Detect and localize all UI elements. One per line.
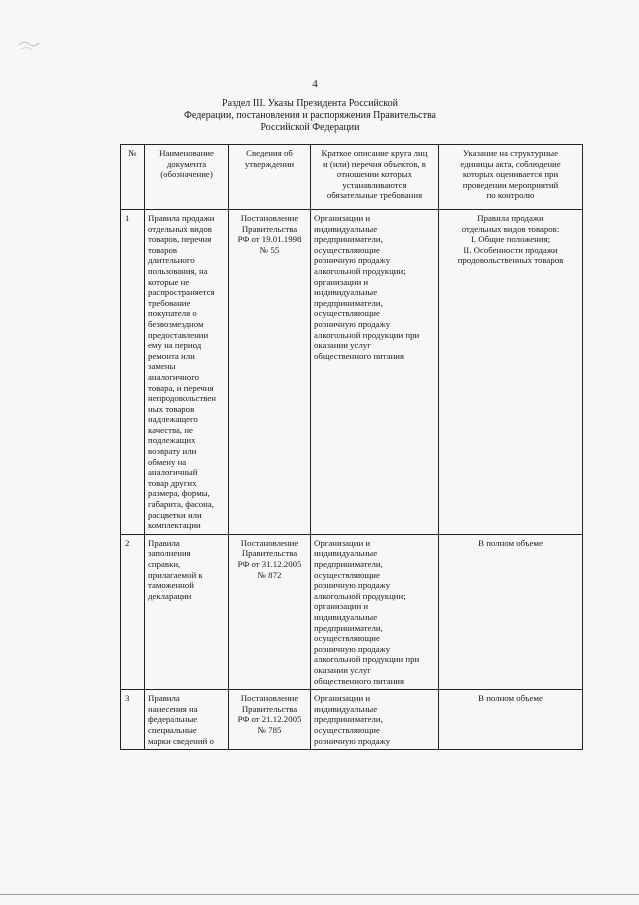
table-row <box>121 534 583 689</box>
section-heading-line: Федерации, постановления и распоряжения Правительства <box>184 110 436 121</box>
structural-units-cell <box>439 534 583 689</box>
requirements-table <box>120 144 583 750</box>
document-title: Правила продажи отдельных видов товаров, перечня товаров длительного пользования, на которые не распространяется требование покупателя о безвозмездном предоставлении ему на период ремонта или замены аналогичного товара, и перечня непродовольствен ных товаров надлежащего качества, не подлежащих возврату или обмену на аналогичный товар других размера, формы, габарита, фасона, расцветки или комплектации <box>145 210 229 535</box>
objects-description: Организации и индивидуальные предприниматели, осуществляющие розничную продажу <box>311 690 439 750</box>
document-title: Правила заполнения справки, прилагаемой к таможенной декларации <box>145 534 229 689</box>
header-approval-info: Сведения об утверждении <box>229 145 311 210</box>
document-title: Правила нанесения на федеральные специальные марки сведений о <box>145 690 229 750</box>
structural-units-text: В полном объеме <box>478 537 543 548</box>
page-number: 4 <box>312 78 318 90</box>
approval-requisites: Постановление Правительства РФ от 31.12.2005 № 872 <box>229 534 311 689</box>
section-heading-line: Российской Федерации <box>260 122 360 133</box>
section-heading <box>150 98 470 134</box>
scan-bottom-edge <box>0 894 639 895</box>
row-number: 1 <box>121 210 145 535</box>
header-structural-units: Указание на структурные единицы акта, соблюдение которых оценивается при проведении мероприятий по контролю <box>439 145 583 210</box>
table-row <box>121 210 583 535</box>
header-document-name: Наименование документа (обозначение) <box>145 145 229 210</box>
structural-units-text: В полном объеме <box>478 693 543 704</box>
table-row <box>121 690 583 750</box>
objects-description: Организации и индивидуальные предприниматели, осуществляющие розничную продажу алкогольной продукции; организации и индивидуальные предприниматели, осуществляющие розничную продажу алкогольной продукции при оказании услуг общественного питания <box>311 210 439 535</box>
scan-speck-mark <box>18 38 40 52</box>
approval-requisites: Постановление Правительства РФ от 19.01.1998 № 55 <box>229 210 311 535</box>
header-number: № <box>121 145 145 210</box>
structural-units-text: Правила продажи отдельных видов товаров: I. Общие положения; II. Особенности продажи продовольственных товаров <box>457 213 564 266</box>
row-number: 2 <box>121 534 145 689</box>
header-scope-of-persons: Краткое описание круга лиц и (или) перечня объектов, в отношении которых устанавливаются обязательные требования <box>311 145 439 210</box>
section-heading-line: Раздел III. Указы Президента Российской <box>222 98 398 109</box>
approval-requisites: Постановление Правительства РФ от 21.12.2005 № 785 <box>229 690 311 750</box>
row-number: 3 <box>121 690 145 750</box>
structural-units-cell <box>439 210 583 535</box>
objects-description: Организации и индивидуальные предприниматели, осуществляющие розничную продажу алкогольной продукции; организации и индивидуальные предприниматели, осуществляющие розничную продажу алкогольной продукции при оказании услуг общественного питания <box>311 534 439 689</box>
table-header-row <box>121 145 583 210</box>
structural-units-cell <box>439 690 583 750</box>
